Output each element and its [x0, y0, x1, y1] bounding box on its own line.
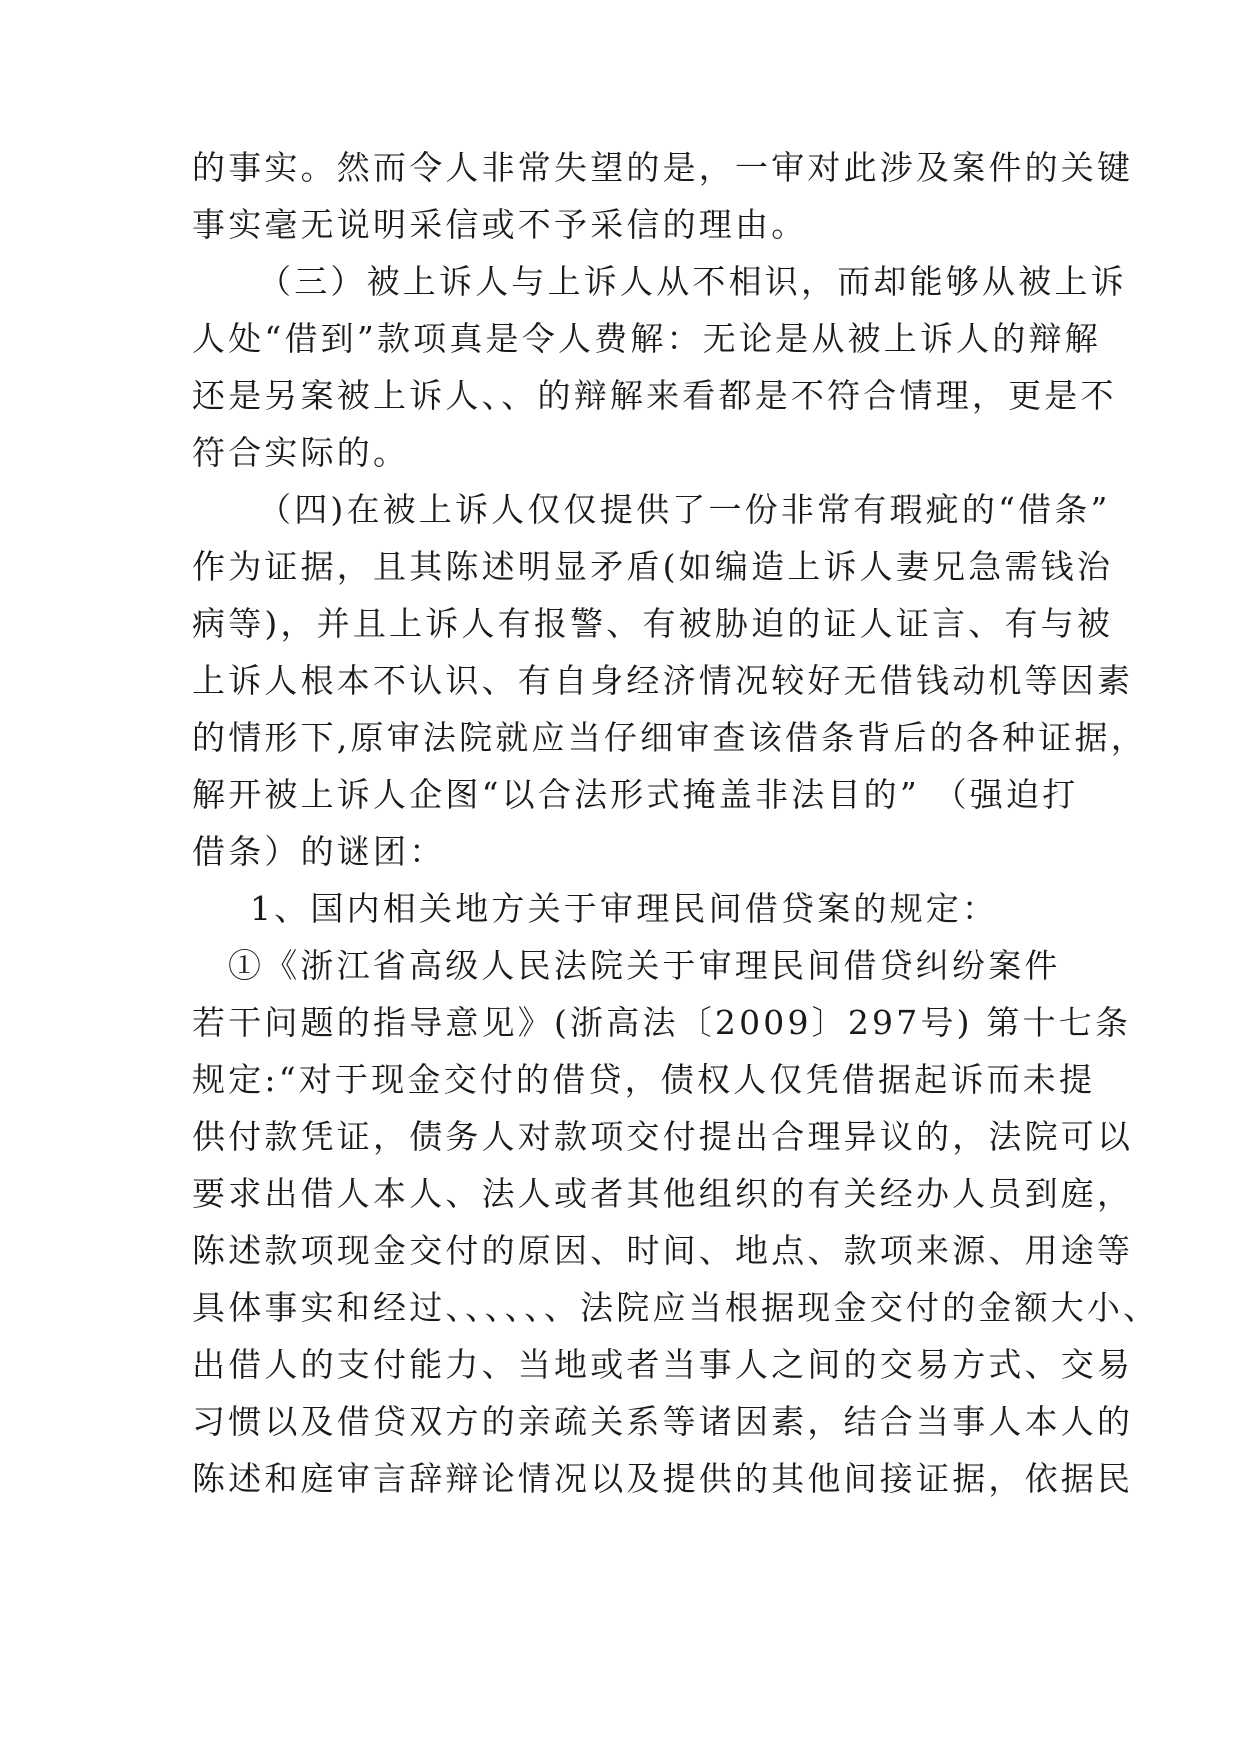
text-line: 符合实际的。 [192, 433, 410, 472]
text-line: 上诉人根本不认识、有自身经济情况较好无借钱动机等因素 [192, 661, 1134, 700]
text-line: ①《浙江省高级人民法院关于审理民间借贷纠纷案件 [228, 946, 1061, 985]
text-line: 的事实。然而令人非常失望的是，一审对此涉及案件的关键 [192, 148, 1134, 187]
text-line: 陈述款项现金交付的原因、时间、地点、款项来源、用途等 [192, 1231, 1134, 1270]
text-line: 病等)，并且上诉人有报警、有被胁迫的证人证言、有与被 [192, 604, 1114, 643]
text-line: 借条）的谜团： [192, 832, 446, 871]
text-line: 事实毫无说明采信或不予采信的理由。 [192, 205, 808, 244]
text-line: 规定:“对于现金交付的借贷，债权人仅凭借据起诉而未提 [192, 1060, 1096, 1099]
text-line: 还是另案被上诉人、、的辩解来看都是不符合情理，更是不 [192, 376, 1117, 415]
text-line: （四)在被上诉人仅仅提供了一份非常有瑕疵的“借条” [258, 490, 1111, 529]
text-line: 作为证据，且其陈述明显矛盾(如编造上诉人妻兄急需钱治 [192, 547, 1114, 586]
text-line: 1、国内相关地方关于审理民间借贷案的规定： [250, 889, 999, 928]
text-line: （三）被上诉人与上诉人从不相识，而却能够从被上诉 [258, 262, 1127, 301]
text-line: 人处“借到”款项真是令人费解：无论是从被上诉人的辩解 [192, 319, 1101, 358]
text-line: 出借人的支付能力、当地或者当事人之间的交易方式、交易 [192, 1345, 1134, 1384]
text-line: 习惯以及借贷双方的亲疏关系等诸因素，结合当事人本人的 [192, 1402, 1134, 1441]
text-line: 要求出借人本人、法人或者其他组织的有关经办人员到庭， [192, 1174, 1134, 1213]
text-line: 供付款凭证，债务人对款项交付提出合理异议的，法院可以 [192, 1117, 1134, 1156]
text-line: 具体事实和经过、、、、、、法院应当根据现金交付的金额大小、 [192, 1288, 1160, 1327]
text-line: 的情形下,原审法院就应当仔细审查该借条背后的各种证据， [192, 718, 1147, 757]
text-line: 陈述和庭审言辞辩论情况以及提供的其他间接证据，依据民 [192, 1459, 1134, 1498]
text-line: 解开被上诉人企图“以合法形式掩盖非法目的” （强迫打 [192, 775, 1079, 814]
text-line: 若干问题的指导意见》(浙高法〔2009〕297号) 第十七条 [192, 1003, 1132, 1042]
